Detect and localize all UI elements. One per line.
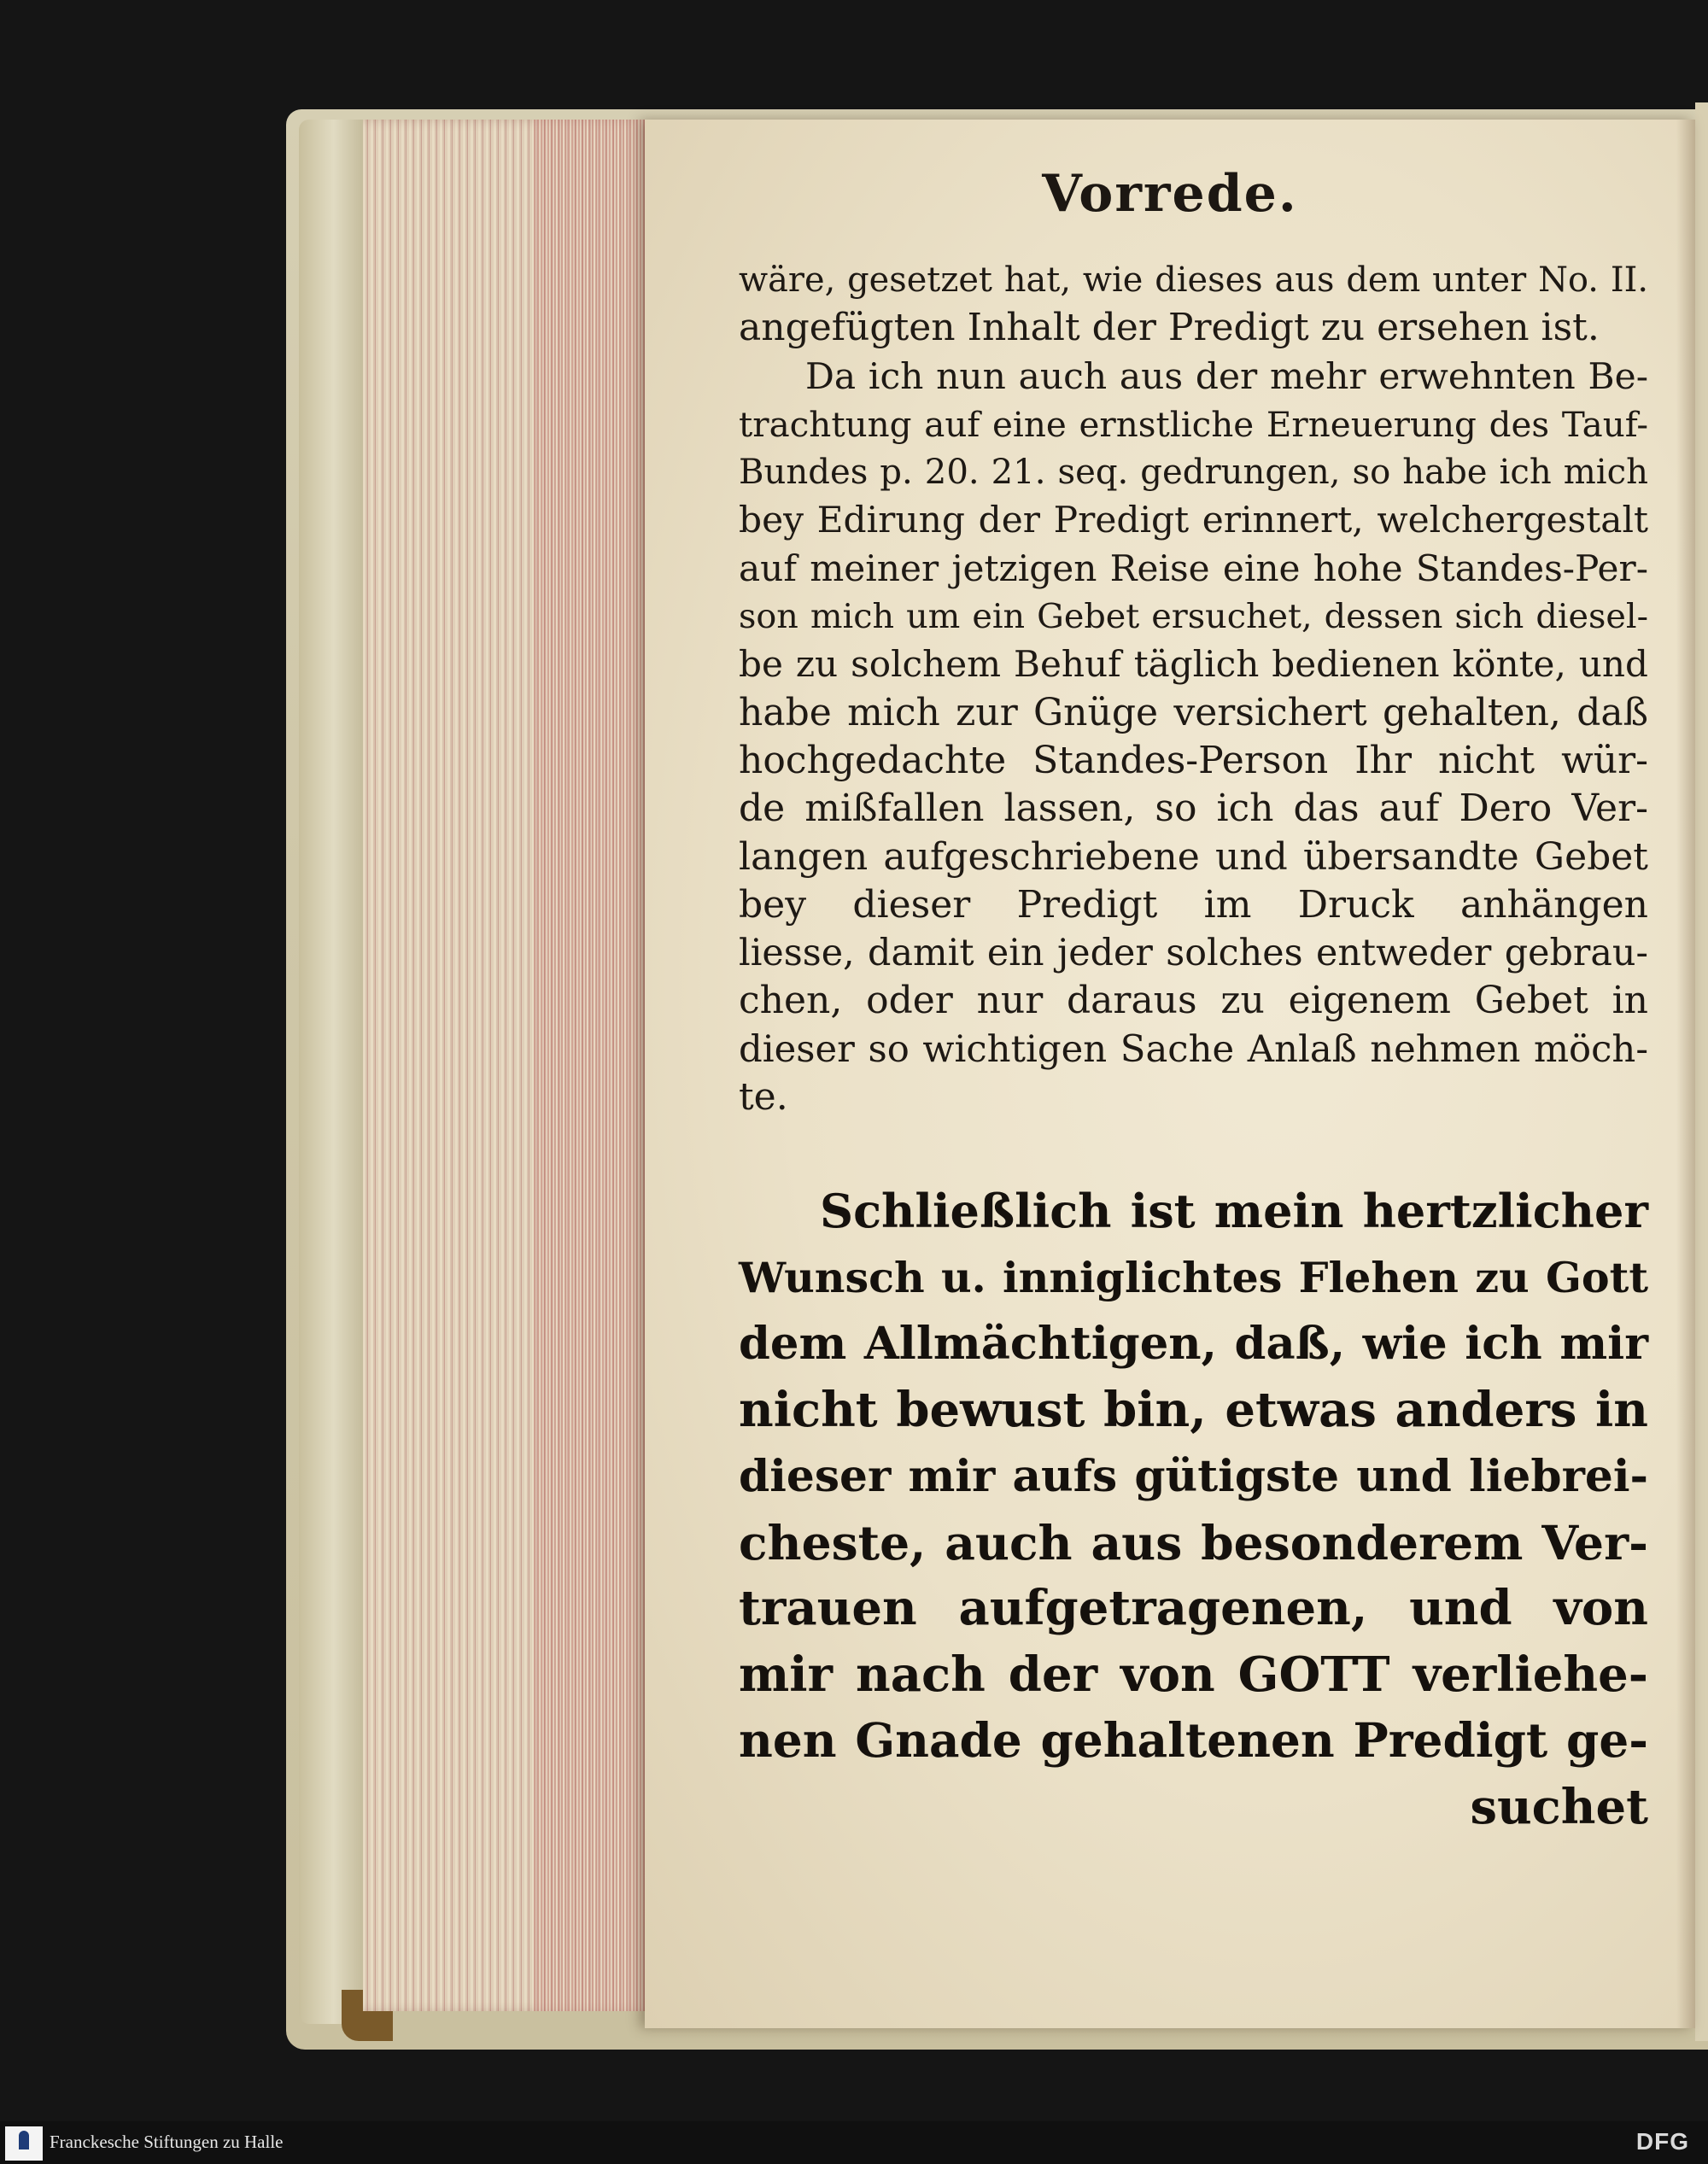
text-line: chen, oder nur daraus zu eigenem Gebet in: [739, 979, 1648, 1023]
text-line: nicht bewust bin, etwas anders in: [739, 1381, 1648, 1438]
text-line: Da ich nun auch aus der mehr erwehnten Be-: [805, 354, 1648, 397]
paragraph-large-type: [739, 1179, 1648, 1840]
text-line: wäre, gesetzet hat, wie dieses aus dem unter No. II.: [739, 260, 1648, 300]
building-icon: [19, 2131, 29, 2149]
text-line: cheste, auch aus besonderem Ver-: [739, 1514, 1648, 1570]
dfg-logo: DFG: [1635, 2128, 1689, 2155]
text-line: angefügten Inhalt der Predigt zu ersehen ist.: [739, 306, 1600, 350]
institution-label: Franckesche Stiftungen zu Halle: [50, 2132, 284, 2152]
facing-page-edge: [1695, 102, 1708, 2041]
page-block-fore-edge: [363, 120, 653, 2011]
text-line: Bundes p. 20. 21. seq. gedrungen, so habe ich mich: [739, 453, 1648, 493]
text-line: langen aufgeschriebene und übersandte Gebet: [739, 834, 1648, 879]
text-line: trauen aufgetragenen, und von: [739, 1580, 1648, 1636]
text-line: bey Edirung der Predigt erinnert, welchergestalt: [739, 499, 1648, 541]
text-line: nen Gnade gehaltenen Predigt ge-: [739, 1713, 1648, 1768]
catchword: suchet: [1470, 1778, 1648, 1835]
institution-logo-icon: [5, 2126, 43, 2161]
text-line: dieser so wichtigen Sache Anlaß nehmen möch-: [739, 1027, 1648, 1071]
text-line: Wunsch u. inniglichtes Flehen zu Gott: [739, 1252, 1648, 1302]
text-line: habe mich zur Gnüge versichert gehalten, daß: [739, 690, 1648, 734]
text-line: dem Allmächtigen, daß, wie ich mir: [739, 1317, 1648, 1370]
book-page: [645, 120, 1695, 2028]
text-line: son mich um ein Gebet ersuchet, dessen sich diesel-: [739, 597, 1648, 637]
running-head: Vorrede.: [1042, 164, 1298, 224]
text-line: de mißfallen lassen, so ich das auf Dero Ver-: [739, 787, 1648, 831]
text-line: trachtung auf eine ernstliche Erneuerung des Tauf-: [739, 403, 1648, 445]
text-line: mir nach der von GOTT verliehe-: [739, 1646, 1648, 1703]
paragraph-small-type: [739, 256, 1648, 1121]
text-line: hochgedachte Standes-Person Ihr nicht wür-: [739, 738, 1648, 782]
text-line: liesse, damit ein jeder solches entweder gebrau-: [739, 932, 1648, 975]
text-line: Schließlich ist mein hertzlicher: [820, 1184, 1648, 1238]
viewer-footer: [0, 2121, 1708, 2164]
text-line: dieser mir aufs gütigste und liebrei-: [739, 1450, 1648, 1502]
text-line: be zu solchem Behuf täglich bedienen könte, und: [739, 643, 1648, 686]
text-line: te.: [739, 1075, 788, 1120]
text-line: auf meiner jetzigen Reise eine hohe Standes-Per-: [739, 547, 1648, 589]
page-gutter: [1676, 120, 1695, 2028]
text-line: bey dieser Predigt im Druck anhängen: [739, 882, 1648, 927]
